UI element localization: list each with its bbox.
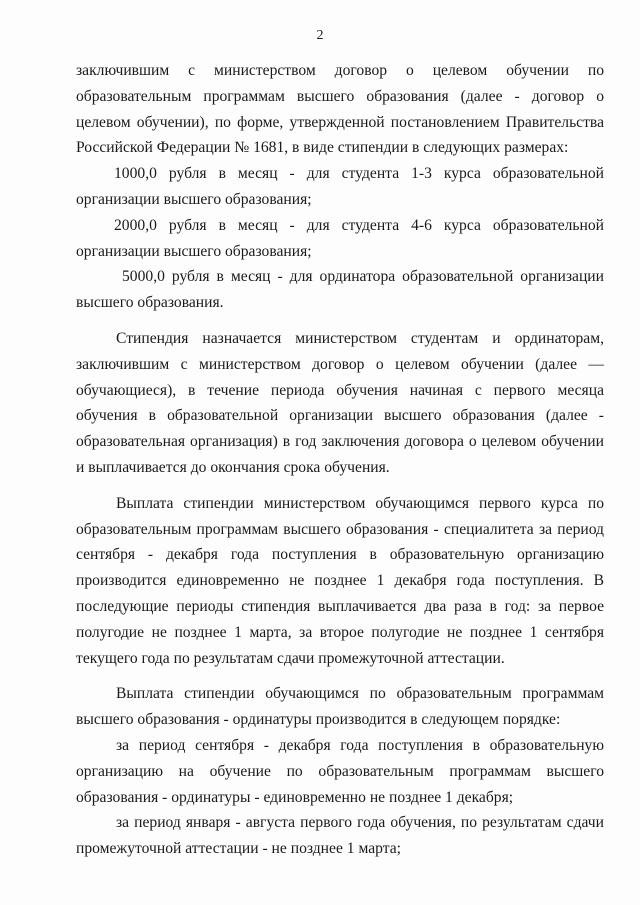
paragraph-payment-first-year: Выплата стипендии министерством обучающимся первого курса по образовательным программам высшего образования - специалитета за период сентября - декабря года поступления в образовательную организацию производится единовременно не позднее 1 декабря года поступления. В последующие периоды стипендия выплачивается два раза в год: за первое полугодие не позднее 1 марта, за второе полугодие не позднее 1 сентября текущего года по результатам сдачи промежуточной аттестации.	[76, 494, 604, 667]
paragraph-continuation: заключившим с министерством договор о целевом обучении по образовательным программам высшего образования (далее - договор о целевом обучении), по форме, утвержденной постановлением Правительства Российской Федерации № 1681, в виде стипендии в следующих размерах:	[76, 62, 604, 157]
paragraph-stipend-assignment: Стипендия назначается министерством студентам и ординаторам, заключившим с министерством договор о целевом обучении (далее — обучающиеся), в течение периода обучения начиная с первого месяца обучения в образовательной организации высшего образования (далее - образовательная организация) в год заключения договора о целевом обучении и выплачивается до окончания срока обучения.	[76, 329, 604, 476]
paragraph-stipend-resident: 5000,0 рубля в месяц - для ординатора образовательной организации высшего образования.	[76, 268, 604, 312]
paragraph-period-jan-aug: за период января - августа первого года обучения, по результатам сдачи промежуточной аттестации - не позднее 1 марта;	[76, 814, 604, 858]
paragraph-payment-residency: Выплата стипендии обучающимся по образовательным программам высшего образования - ординатуры производится в следующем порядке:	[76, 685, 604, 729]
page-number: 2	[316, 28, 324, 43]
paragraph-stipend-4-6: 2000,0 рубля в месяц - для студента 4-6 курса образовательной организации высшего образования;	[76, 216, 604, 260]
paragraph-period-sep-dec: за период сентября - декабря года поступления в образовательную организацию на обучение по образовательным программам высшего образования - ординатуры - единовременно не позднее 1 декабря;	[76, 736, 604, 806]
paragraph-stipend-1-3: 1000,0 рубля в месяц - для студента 1-3 курса образовательной организации высшего образования;	[76, 165, 604, 208]
document-body	[76, 58, 604, 862]
